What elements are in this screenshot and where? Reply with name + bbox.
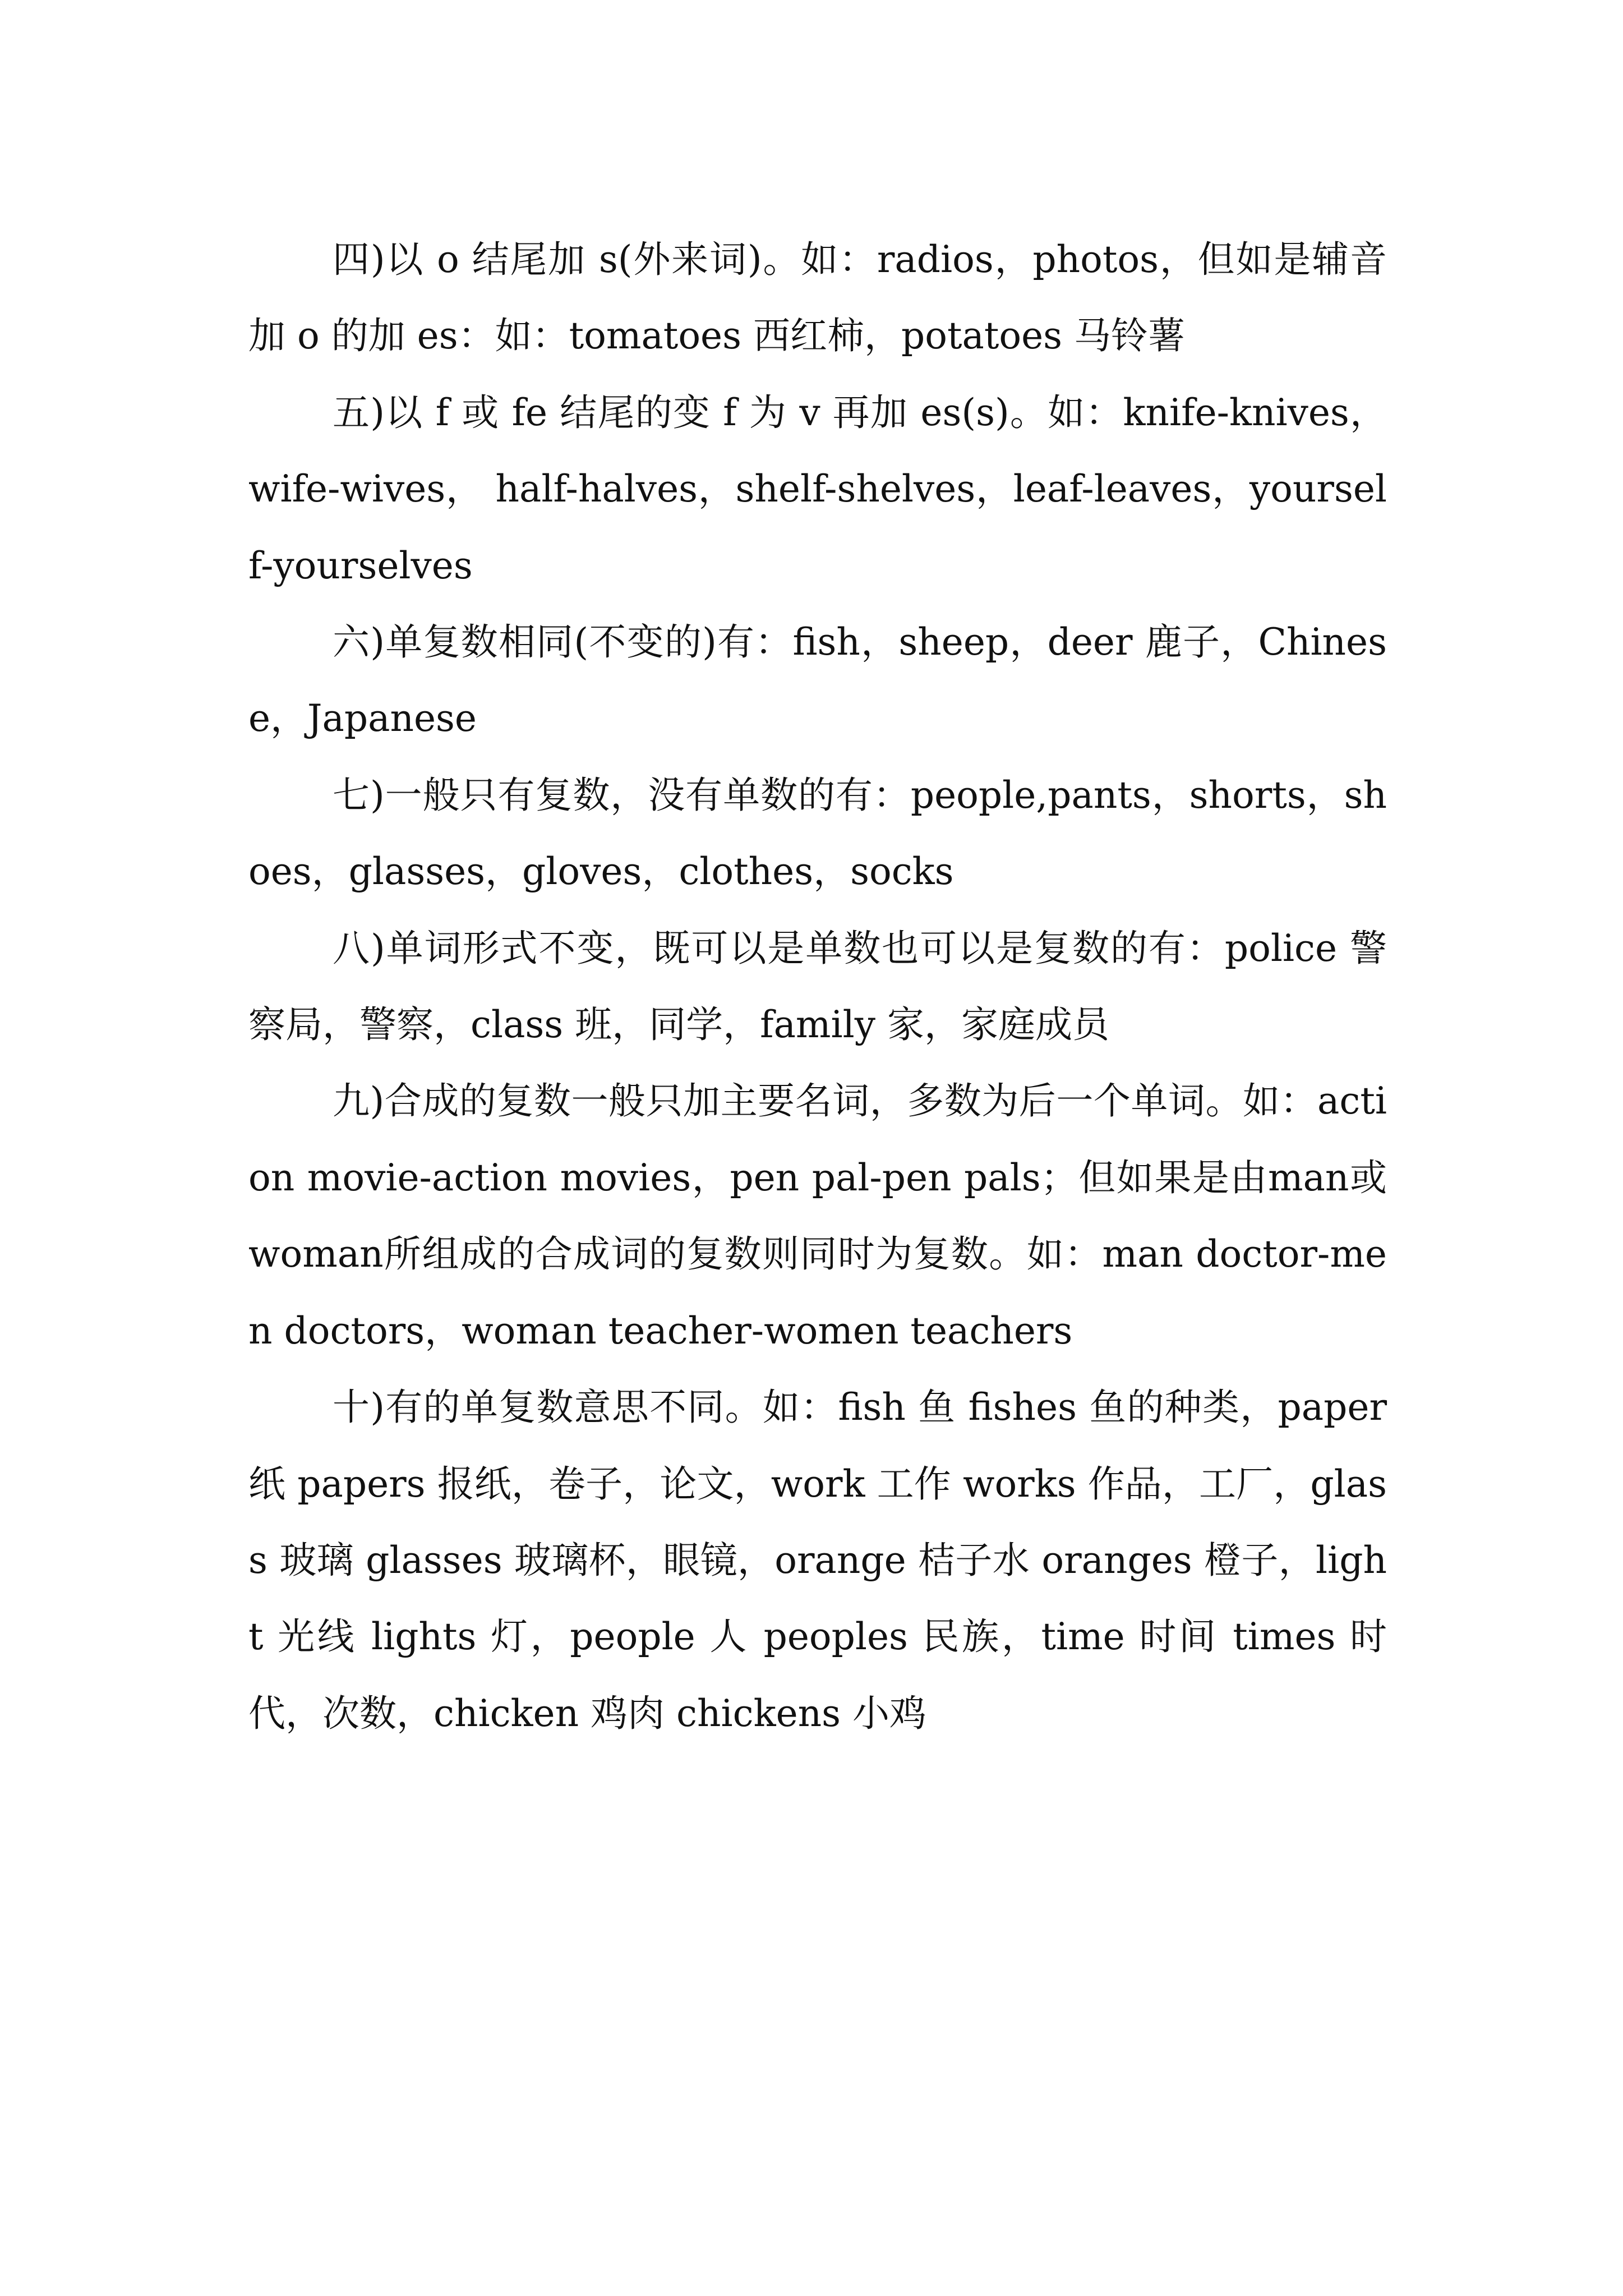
paragraph-rule-8: 八)单词形式不变，既可以是单数也可以是复数的有：police 警察局，警察，class 班，同学，family 家，家庭成员 (248, 926, 1387, 1047)
paragraph-rule-6: 六)单复数相同(不变的)有：fish，sheep，deer 鹿子，Chinese，Japanese (248, 620, 1387, 740)
document-body (248, 222, 1387, 1752)
paragraph-rule-10: 十)有的单复数意思不同。如：fish 鱼 fishes 鱼的种类，paper 纸 papers 报纸，卷子，论文，work 工作 works 作品，工厂，glass 玻璃 glasses 玻璃杯，眼镜，orange 桔子水 oranges 橙子，light 光线 lights 灯，people 人 peoples 民族，time 时间 times 时代，次数，chicken 鸡肉 chickens 小鸡 (248, 1386, 1387, 1735)
paragraph-rule-5: 五)以 f 或 fe 结尾的变 f 为 v 再加 es(s)。如：knife-knives， wife-wives， half-halves，shelf-shelves，leaf-leaves，yourself-yourselves (248, 390, 1387, 587)
paragraph-rule-9: 九)合成的复数一般只加主要名词，多数为后一个单词。如：action movie-action movies，pen pal-pen pals；但如果是由man或woman所组成的合成词的复数则同时为复数。如：man doctor-men doctors，woman teacher-women teachers (248, 1079, 1387, 1352)
paragraph-rule-7: 七)一般只有复数，没有单数的有：people,pants，shorts，shoes，glasses，gloves，clothes，socks (248, 773, 1387, 894)
paragraph-rule-4: 四)以 o 结尾加 s(外来词)。如：radios，photos，但如是辅音加 o 的加 es：如：tomatoes 西红柿，potatoes 马铃薯 (248, 238, 1387, 358)
